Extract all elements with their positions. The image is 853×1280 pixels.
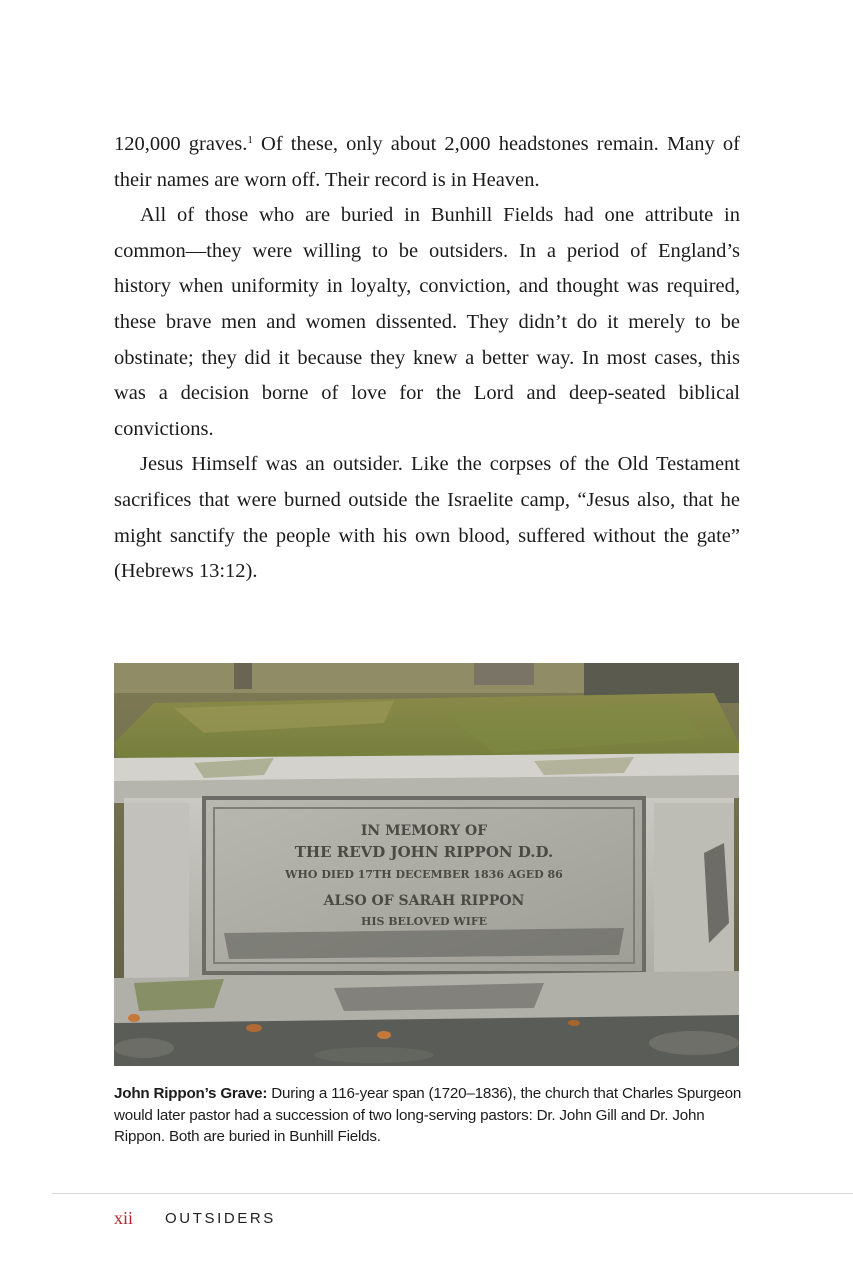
page-number: xii [114,1208,134,1228]
paragraph-1-rest: Of these, only about 2,000 headstones remain. Many of their names are worn off. Their record is in Heaven. [114,133,740,191]
body-text [114,127,740,590]
grave-photo [114,663,739,1066]
inscription-line-3: WHO DIED 17TH DECEMBER 1836 AGED 86 [285,868,563,881]
paragraph-1 [114,127,740,198]
inscription-line-1: IN MEMORY OF [360,823,488,839]
caption-title: John Rippon’s Grave: [114,1085,268,1102]
inscription-line-2: THE REVD JOHN RIPPON D.D. [294,843,554,861]
inscription-line-5: HIS BELOVED WIFE [360,915,488,928]
paragraph-3: Jesus Himself was an outsider. Like the corpses of the Old Testament sacrifices that were burned outside the Israelite camp, “Jesus also, that he might sanctify the people with his own blood, suffered without the gate” (Hebrews 13:12). [114,453,740,583]
inscription-line-4: ALSO OF SARAH RIPPON [323,893,525,909]
running-head: OUTSIDERS [165,1210,276,1227]
footer-divider [52,1193,853,1194]
footnote-ref[interactable]: 1 [247,134,253,146]
paragraph-2: All of those who are buried in Bunhill Fields had one attribute in common—they were willing to be outsiders. In a period of England’s history when uniformity in loyalty, conviction, and thought was required, these brave men and women dissented. They didn’t do it merely to be obstinate; they did it because they knew a better way. In most cases, this was a decision borne of love for the Lord and deep-seated biblical convictions. [114,204,740,440]
caption-text: During a 116-year span (1720–1836), the church that Charles Spurgeon would later pastor had a succession of two long-serving pastors: Dr. John Gill and Dr. John Rippon. Both are buried in Bunhill Fields. [114,1085,742,1145]
paragraph-1-start: 120,000 graves. [114,133,248,155]
photo-caption [114,1083,744,1148]
